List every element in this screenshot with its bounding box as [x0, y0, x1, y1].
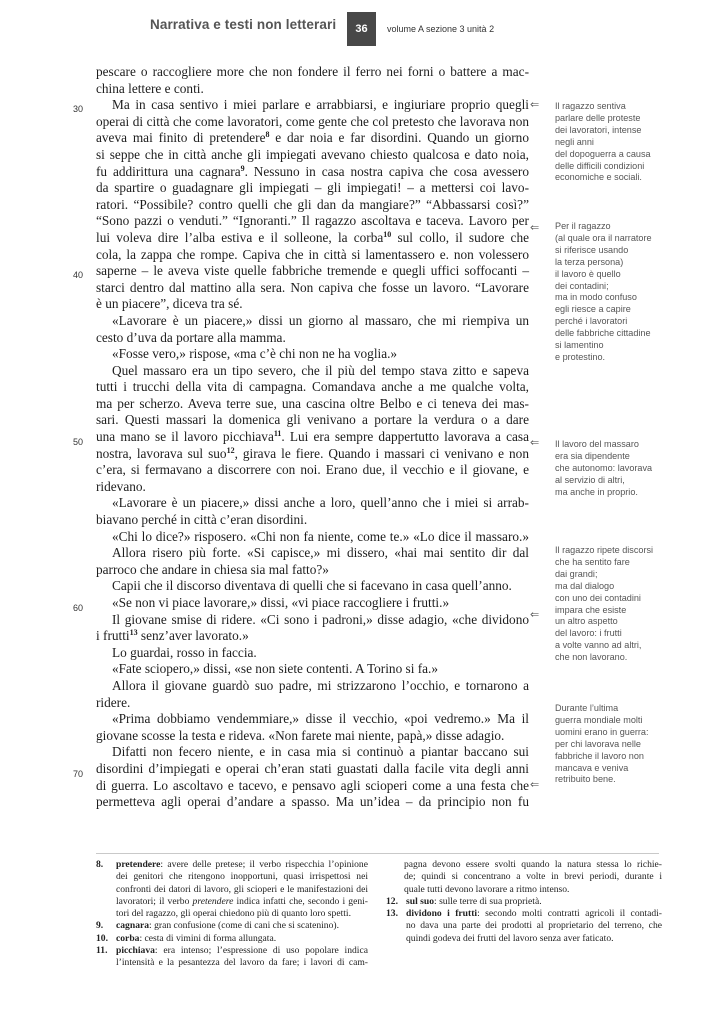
footnote-line: no dava una parte dei prodotti al proprietario del terreno, che: [406, 920, 662, 932]
text-line: permetteva agli operai d’andare a spasso. Ma un’idea – da principio non fu: [96, 794, 529, 810]
line-number: 40: [73, 270, 84, 280]
text-line: Allora il giovane guardò suo padre, mi strizzarono l’occhio, e tornarono a: [112, 677, 529, 693]
text-line: giovane scosse la testa e rideva. «Non farete mai niente, papà,» disse adagio.: [96, 727, 505, 743]
text-line: “Sono pazzi o venduti.” “Ignoranti.” Il ragazzo ascoltava e taceva. Lavoro per: [96, 213, 529, 229]
text-line: nostra, lavorava sul suo$^{12}$, girava le fiere. Quando i massari ci venivano e non: [96, 445, 529, 461]
footnote-13: 13. dividono i frutti: secondo molti contratti agricoli il contadi-: [386, 908, 662, 920]
text-line: parroco che andare in chiesa sia mal fatto?»: [96, 561, 329, 577]
text-line: si seppe che in città anche gli impiegati avevano chiesto qualcosa e dato noia,: [96, 146, 529, 162]
footnotes-left-column: [96, 859, 368, 970]
volume-info: volume A sezione 3 unità 2: [387, 24, 495, 34]
page-number-badge: 36: [347, 12, 376, 46]
footnote-line: pagna devono essere svolti quando la natura stessa lo richie-: [404, 859, 662, 870]
text-line: da spartire o guadagnare gli impiegati – gli impiegati! – a mettersi coi lavo-: [96, 180, 529, 196]
text-line: «Chi lo dice?» risposero. «Chi non fa niente, come te.» «Lo dice il massaro.»: [112, 528, 529, 544]
footnote-ref: 10: [383, 229, 392, 239]
line-number: 30: [73, 104, 84, 114]
footnote-divider: [96, 853, 659, 854]
text-line: Ma in casa sentivo i miei parlare e arrabbiarsi, e ingiuriare proprio quegli: [112, 97, 529, 113]
margin-arrow-icon: ⇐: [530, 98, 540, 111]
text-line: di guerra. Lo ascoltavo e tacevo, e pensavo agli scioperi come a una festa che: [96, 777, 529, 793]
text-line: cola, la zappa che rompe. Capiva che in città si lamentassero e. non volessero: [96, 246, 529, 262]
text-line: operai di città che come lavoratori, come gente che col pretesto che lavorava non: [96, 113, 529, 129]
text-line: «Lavorare è un piacere,» dissi un giorno al massaro, che mi riempiva un: [112, 312, 529, 328]
footnote-line: de; quindi si concentrano a volte in brevi periodi, durante i: [404, 871, 662, 883]
line-number: 50: [73, 437, 84, 447]
text-line: «Fosse vero,» rispose, «ma c’è chi non ne ha voglia.»: [112, 346, 398, 362]
text-line: sari. Questi massari la domenica gli venivano a portare la verdura o a dare: [96, 412, 529, 428]
text-line: ridevano.: [96, 478, 146, 494]
margin-arrow-icon: ⇐: [530, 608, 540, 621]
text-line: una mano se il lavoro picchiava$^{11}$. Lui era sempre dappertutto lavorava a casa: [96, 429, 529, 445]
text-line: lui voleva dire l’alba estiva e il solleone, la corba$^{10}$ sul collo, il sudore che: [96, 229, 529, 245]
footnote-line: quale tutti devono lavorare a ritmo intenso.: [404, 883, 570, 895]
footnote-11: 11. picchiava: era intenso; l’espressione di uso popolare indica: [96, 945, 368, 957]
text-line: aveva mai finito di pretendere$^8$ e dar noia e far disordini. Quando un giorno: [96, 130, 529, 146]
footnote-12: 12. sul suo: sulle terre di sua proprietà.: [386, 895, 542, 907]
margin-arrow-icon: ⇐: [530, 778, 540, 791]
footnote-line: dei genitori che ritengono inopportuni, quasi irrispettosi nei: [116, 871, 368, 883]
text-line: china lettere e conti.: [96, 80, 204, 96]
footnote-9: 9. cagnara: gran confusione (come di cani che si scatenino).: [96, 920, 339, 932]
text-line: disordini d’impiegati e operai ch’eran stati guastati dalla facile vita degli anni: [96, 760, 529, 776]
text-line: biavano perché in città c’eran disordini.: [96, 512, 308, 528]
text-line: pescare o raccogliere more che non fondere il ferro nei forni o battere a mac-: [96, 64, 529, 79]
text-line: tutti i trucchi della vita di campagna. Comandava anche a me qualche volta,: [96, 379, 529, 395]
margin-note: Per il ragazzo (al quale ora il narratore si riferisce usando la terza persona) il lavoro è quello dei contadini; ma in modo confuso egli riesce a capire perché i lavoratori delle fabbriche cittadine si lamentino e protestino.: [555, 221, 652, 362]
margin-arrow-icon: ⇐: [530, 221, 540, 234]
line-number: 60: [73, 603, 84, 613]
text-line: è un piacere”, diceva tra sé.: [96, 296, 243, 312]
text-line: Capii che il discorso diventava di quelli che si facevano in casa quell’anno.: [112, 578, 512, 594]
text-line: Difatti non fecero niente, e in casa mia si continuò a piantar baccano sui: [112, 744, 529, 760]
text-line: saperne – le aveva viste quelle fabbriche tremende e quegli uffici soffocanti –: [96, 263, 529, 279]
footnote-8: 8. pretendere: avere delle pretese; il verbo rispecchia l’opinione: [96, 859, 368, 870]
text-line: fu addirittura una cagnara$^9$. Nessuno in casa nostra capiva che cosa avessero: [96, 163, 529, 179]
text-line: Lo guardai, rosso in faccia.: [112, 644, 257, 660]
footnote-ref: 13: [129, 628, 138, 638]
text-line: Allora risero più forte. «Si capisce,» mi dissero, «hai mai sentito dir dal: [112, 545, 529, 561]
text-line: starci dentro dal mattino alla sera. Non capiva che fosse un lavoro. “Lavorare: [96, 279, 529, 295]
text-line: i frutti$^{13}$ senz’aver lavorato.»: [96, 628, 249, 644]
margin-arrow-icon: ⇐: [530, 436, 540, 449]
text-line: cesto d’uva da portare alla mamma.: [96, 329, 286, 345]
margin-note: Il lavoro del massaro era sia dipendente che autonomo: lavorava al servizio di altri, ma anche in proprio.: [555, 439, 653, 497]
footnote-line: l’intensità e la pesantezza del lavoro da fare; i lavori di cam-: [116, 957, 368, 969]
text-line: «Prima dobbiamo vendemmiare,» disse il vecchio, «poi vedremo.» Ma il: [112, 711, 529, 727]
text-line: ratori. “Possibile? contro quelli che gli dan da mangiare?” “Abbassarsi così?”: [96, 196, 529, 212]
footnote-ref: 9: [240, 163, 245, 173]
text-line: Quel massaro era un tipo severo, che il più del tempo stava zitto e sapeva: [112, 362, 529, 378]
text-line: «Se non vi piace lavorare,» dissi, «vi piace raccogliere i frutti.»: [112, 595, 450, 610]
footnote-ref: 8: [265, 130, 270, 140]
footnote-line: tori del ragazzo, gli operai chiedono più di quanto loro spetti.: [116, 908, 351, 920]
footnote-10: 10. corba: cesta di vimini di forma allungata.: [96, 932, 277, 944]
footnote-line: quindi godeva dei frutti del lavoro senza aver faticato.: [406, 932, 614, 944]
text-line: ridere.: [96, 694, 131, 710]
footnotes-right-column: [386, 859, 662, 945]
margin-note: Il ragazzo sentiva parlare delle proteste dei lavoratori, intense negli anni del dopoguerra a causa delle difficili condizioni economiche e sociali.: [555, 101, 651, 183]
running-header-title: Narrativa e testi non letterari: [150, 17, 337, 32]
footnote-line: confronti dei datori di lavoro, gli scioperi e le manifestazioni dei: [116, 883, 368, 895]
text-line: «Lavorare è un piacere,» dissi anche a loro, quell’anno che i miei si arrab-: [112, 495, 529, 511]
footnote-line: lavoratori; il verbo pretendere indica infatti che, secondo i geni-: [116, 895, 368, 907]
text-line: ma per scherzo. Aveva terre sue, una cascina oltre Belbo e ci teneva dei mas-: [96, 395, 529, 411]
text-line: Il giovane smise di ridere. «Ci sono i padroni,» disse adagio, «che dividono: [112, 611, 529, 627]
footnote-ref: 11: [273, 429, 282, 439]
narrative-text: [96, 64, 529, 811]
text-line: «Fate sciopero,» dissi, «se non siete contenti. A Torino si fa.»: [112, 661, 439, 677]
text-line: c’era, si fermavano a discorrere con noi. Erano due, il vecchio e il giovane, e: [96, 462, 529, 478]
footnote-ref: 12: [226, 445, 235, 455]
margin-note: Il ragazzo ripete discorsi che ha sentito fare dai grandi; ma dal dialogo con uno dei contadini impara che esiste un altro aspetto del lavoro: i frutti a volte vanno ad altri, che non lavorano.: [555, 545, 654, 663]
line-number: 70: [73, 769, 84, 779]
margin-note: Durante l’ultima guerra mondiale molti uomini erano in guerra: per chi lavorava nelle fabbriche il lavoro non mancava e veniva retribuito bene.: [555, 703, 649, 785]
